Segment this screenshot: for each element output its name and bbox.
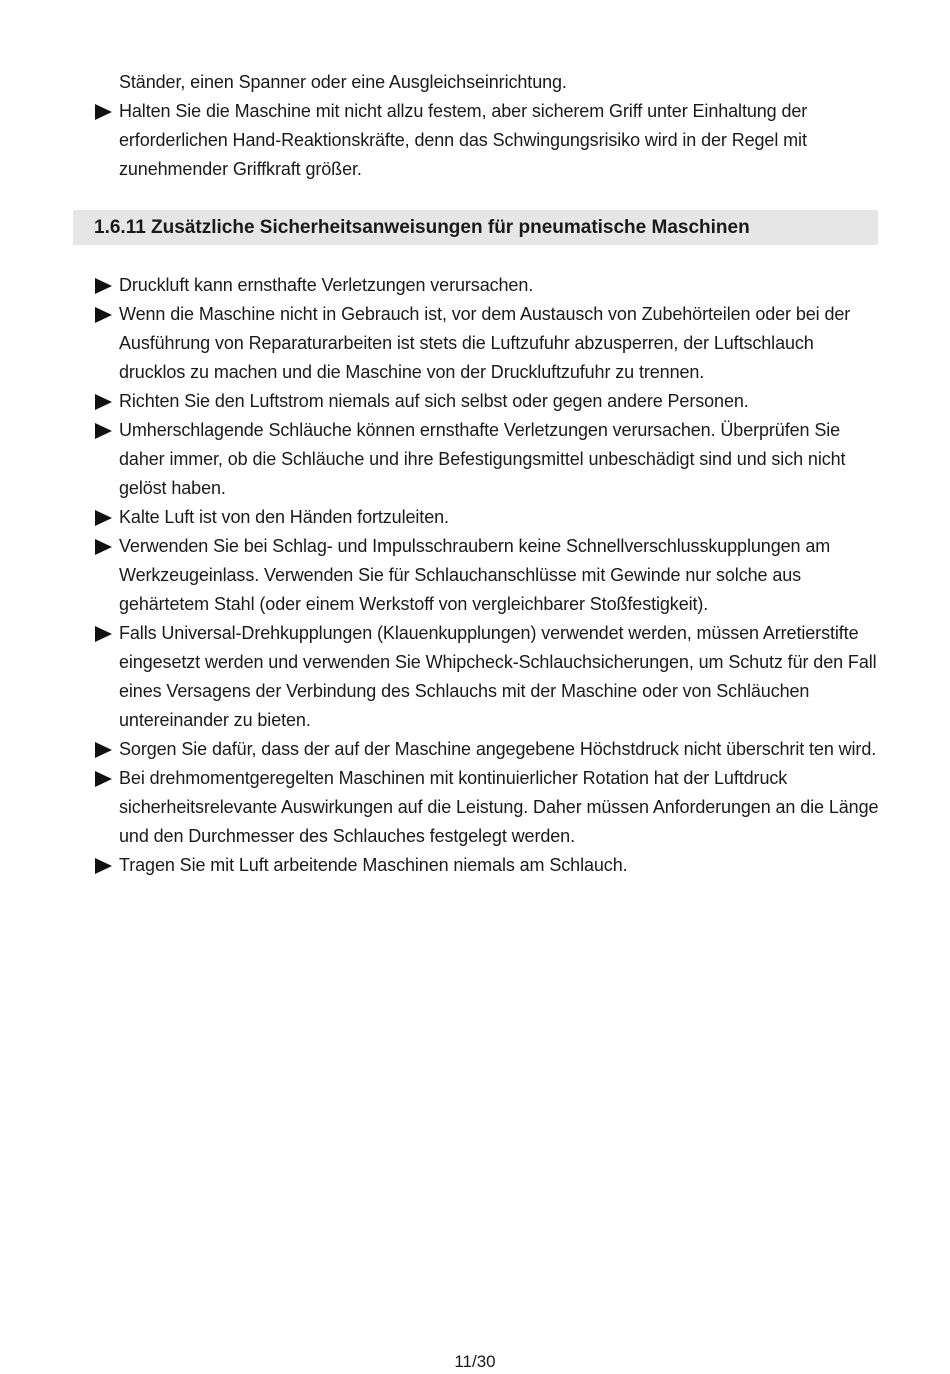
list-item-text: Umherschlagende Schläuche können ernsthafte Verletzungen verursachen. Überprüfen Sie daher immer, ob die Schläuche und ihre Befestigungsmittel unbeschädigt sind und sich nicht gelöst haben. <box>119 420 846 498</box>
triangle-bullet-icon <box>95 394 112 410</box>
list-item-text: Richten Sie den Luftstrom niemals auf sich selbst oder gegen andere Personen. <box>119 391 749 411</box>
list-item <box>95 532 880 619</box>
list-item-text: Bei drehmomentgeregelten Maschinen mit kontinuierlicher Rotation hat der Luftdruck sicherheitsrelevante Auswirkungen auf die Leistung. Daher müssen Anforderungen an die Länge und den Durchmesser des Schlauches festgelegt werden. <box>119 768 879 846</box>
list-item <box>95 619 880 735</box>
list-item-text: Druckluft kann ernsthafte Verletzungen verursachen. <box>119 275 534 295</box>
page-number: 11/30 <box>454 1352 496 1371</box>
section-heading: 1.6.11 Zusätzliche Sicherheitsanweisungen für pneumatische Maschinen <box>94 217 750 238</box>
list-item-text: Tragen Sie mit Luft arbeitende Maschinen niemals am Schlauch. <box>119 855 628 875</box>
triangle-bullet-icon <box>95 858 112 874</box>
list-item <box>95 300 880 387</box>
list-item <box>95 764 880 851</box>
triangle-bullet-icon <box>95 539 112 555</box>
list-item <box>95 416 880 503</box>
triangle-bullet-icon <box>95 423 112 439</box>
list-item-text: Verwenden Sie bei Schlag- und Impulsschraubern keine Schnellverschlusskupplungen am Werkzeugeinlass. Verwenden Sie für Schlauchanschlüsse mit Gewinde nur solche aus gehärtetem Stahl (oder einem Werkstoff von vergleichbarer Stoßfestigkeit). <box>119 536 831 614</box>
list-item-text: Wenn die Maschine nicht in Gebrauch ist, vor dem Austausch von Zubehörteilen oder bei der Ausführung von Reparaturarbeiten ist stets die Luftzufuhr abzusperren, der Luftschlauch drucklos zu machen und die Maschine von der Druckluftzufuhr zu trennen. <box>119 304 851 382</box>
intro-block <box>95 68 880 184</box>
list-item <box>95 387 880 416</box>
list-item <box>95 851 880 880</box>
intro-continuation: Ständer, einen Spanner oder eine Ausgleichseinrichtung. <box>119 72 567 92</box>
list-item-text: Sorgen Sie dafür, dass der auf der Maschine angegebene Höchstdruck nicht überschrit ten wird. <box>119 739 877 759</box>
list-item-text: Falls Universal-Drehkupplungen (Klauenkupplungen) verwendet werden, müssen Arretierstifte eingesetzt werden und verwenden Sie Whipcheck-Schlauchsicherungen, um Schutz für den Fall eines Versagens der Verbindung des Schlauchs mit der Maschine oder von Schläuchen untereinander zu bieten. <box>119 623 877 730</box>
list-item <box>95 503 880 532</box>
triangle-bullet-icon <box>95 626 112 642</box>
safety-list <box>95 271 880 880</box>
list-item <box>95 97 880 184</box>
triangle-bullet-icon <box>95 104 112 120</box>
list-item <box>95 735 880 764</box>
list-item-text: Kalte Luft ist von den Händen fortzuleiten. <box>119 507 449 527</box>
triangle-bullet-icon <box>95 307 112 323</box>
section-heading-bar <box>73 210 878 245</box>
triangle-bullet-icon <box>95 742 112 758</box>
list-item <box>95 271 880 300</box>
triangle-bullet-icon <box>95 278 112 294</box>
triangle-bullet-icon <box>95 510 112 526</box>
list-item-text: Halten Sie die Maschine mit nicht allzu festem, aber sicherem Griff unter Einhaltung der erforderlichen Hand-Reaktionskräfte, denn das Schwingungsrisiko wird in der Regel mit zunehmender Griffkraft größer. <box>119 101 808 179</box>
triangle-bullet-icon <box>95 771 112 787</box>
